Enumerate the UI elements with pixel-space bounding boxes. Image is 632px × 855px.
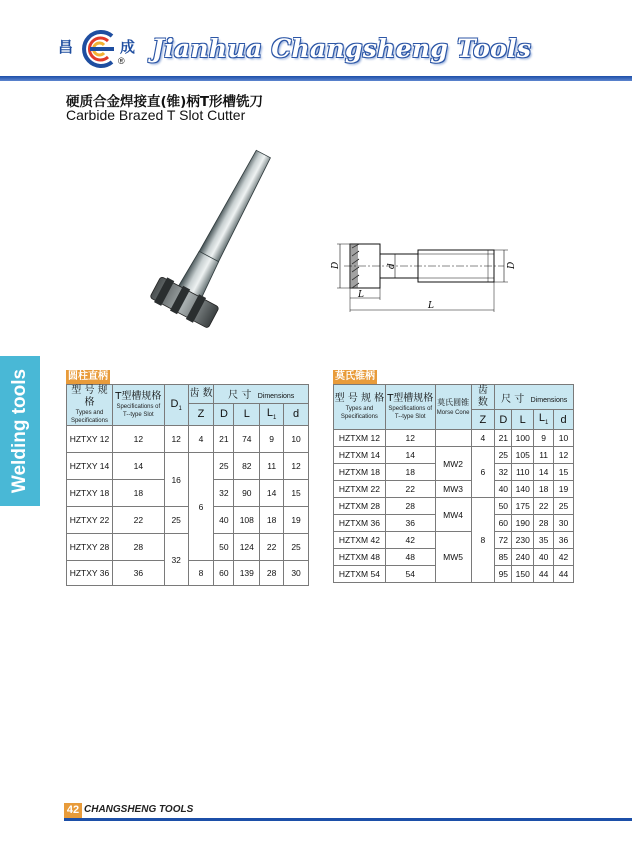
table-row: HZTXM 42 42 MW5 72 230 35 36 — [334, 532, 574, 549]
header-z: Z — [471, 410, 495, 430]
header-d: d — [554, 410, 574, 430]
header-L: L — [234, 403, 260, 425]
header-type: 型 号 规 格 Types and Specifications — [67, 385, 113, 426]
header-L1: $L_1$ — [534, 410, 554, 430]
left-spec-table — [66, 384, 309, 586]
drawing-label-L: L — [428, 301, 434, 311]
table-row: HZTXM 18 18 32 110 14 15 — [334, 464, 574, 481]
footer-brand: CHANGSHENG TOOLS — [84, 804, 194, 815]
header-morse: 莫氏圆锥 Morse Cone — [435, 385, 471, 430]
drawing-label-L1: L — [358, 290, 364, 300]
header-L1: $L_1$ — [260, 403, 284, 425]
table-row: HZTXY 22 22 25 40 108 18 19 — [67, 507, 309, 534]
header-d: d — [284, 403, 309, 425]
header-D: D — [495, 410, 512, 430]
drawing-label-d: d — [387, 263, 397, 269]
right-spec-table — [333, 384, 574, 583]
page-title-en: Carbide Brazed T Slot Cutter — [66, 107, 246, 123]
product-photo — [110, 140, 320, 350]
logo-char-left: 昌 — [58, 38, 74, 56]
page-header — [0, 0, 632, 82]
right-table-header-row — [334, 385, 574, 410]
right-table-label: 莫氏锥柄 — [335, 371, 375, 382]
header-slot: T型槽规格 Specifications of T--type Slot — [385, 385, 435, 430]
header-dimensions: 尺 寸 Dimensions — [214, 385, 309, 404]
technical-drawing — [328, 236, 538, 321]
side-tab-label: Welding tools — [9, 368, 30, 494]
left-table-label: 圆柱直柄 — [68, 371, 108, 382]
footer-rule — [64, 818, 632, 821]
logo-char-right: 成 — [120, 38, 136, 56]
header-teeth: 齿 数 — [188, 385, 214, 404]
section-side-tab — [0, 356, 40, 506]
left-table-header-row — [67, 385, 309, 404]
logo-emblem-icon — [76, 28, 120, 70]
header-dimensions: 尺 寸 Dimensions — [495, 385, 574, 410]
header-type: 型 号 规 格 Types and Specifications — [334, 385, 386, 430]
table-row: HZTXM 14 14 MW2 6 25 105 11 12 — [334, 447, 574, 464]
drawing-label-D: D — [331, 261, 341, 269]
header-rule — [0, 76, 632, 81]
header-L: L — [512, 410, 534, 430]
company-logo — [58, 28, 148, 70]
header-teeth: 齿 数 — [471, 385, 495, 410]
table-row: HZTXY 14 14 16 6 25 82 11 12 — [67, 453, 309, 480]
table-row: HZTXY 12 12 12 4 21 74 9 10 — [67, 426, 309, 453]
table-row: HZTXY 18 18 32 90 14 15 — [67, 480, 309, 507]
header-D: D — [214, 403, 234, 425]
table-row: HZTXY 36 36 8 60 139 28 30 — [67, 561, 309, 586]
table-row: HZTXM 22 22 MW3 40 140 18 19 — [334, 481, 574, 498]
table-row: HZTXY 28 28 32 50 124 22 25 — [67, 534, 309, 561]
registered-mark: ® — [118, 56, 125, 66]
table-row: HZTXM 48 48 85 240 40 42 — [334, 549, 574, 566]
table-row: HZTXM 36 36 60 190 28 30 — [334, 515, 574, 532]
table-row: HZTXM 54 54 95 150 44 44 — [334, 566, 574, 583]
page-number: 42 — [64, 803, 82, 818]
header-slot: T型槽规格 Specifications of T--type Slot — [112, 385, 164, 426]
page-title-cn: 硬质合金焊接直(锥)柄T形槽铣刀 — [66, 94, 264, 110]
header-d1: $D_1$ — [164, 385, 188, 426]
brand-name: Jianhua Changsheng Tools — [152, 34, 532, 63]
drawing-label-D1: D — [507, 261, 517, 269]
header-z: Z — [188, 403, 214, 425]
table-row: HZTXM 28 28 MW4 8 50 175 22 25 — [334, 498, 574, 515]
table-row: HZTXM 12 12 4 21 100 9 10 — [334, 430, 574, 447]
